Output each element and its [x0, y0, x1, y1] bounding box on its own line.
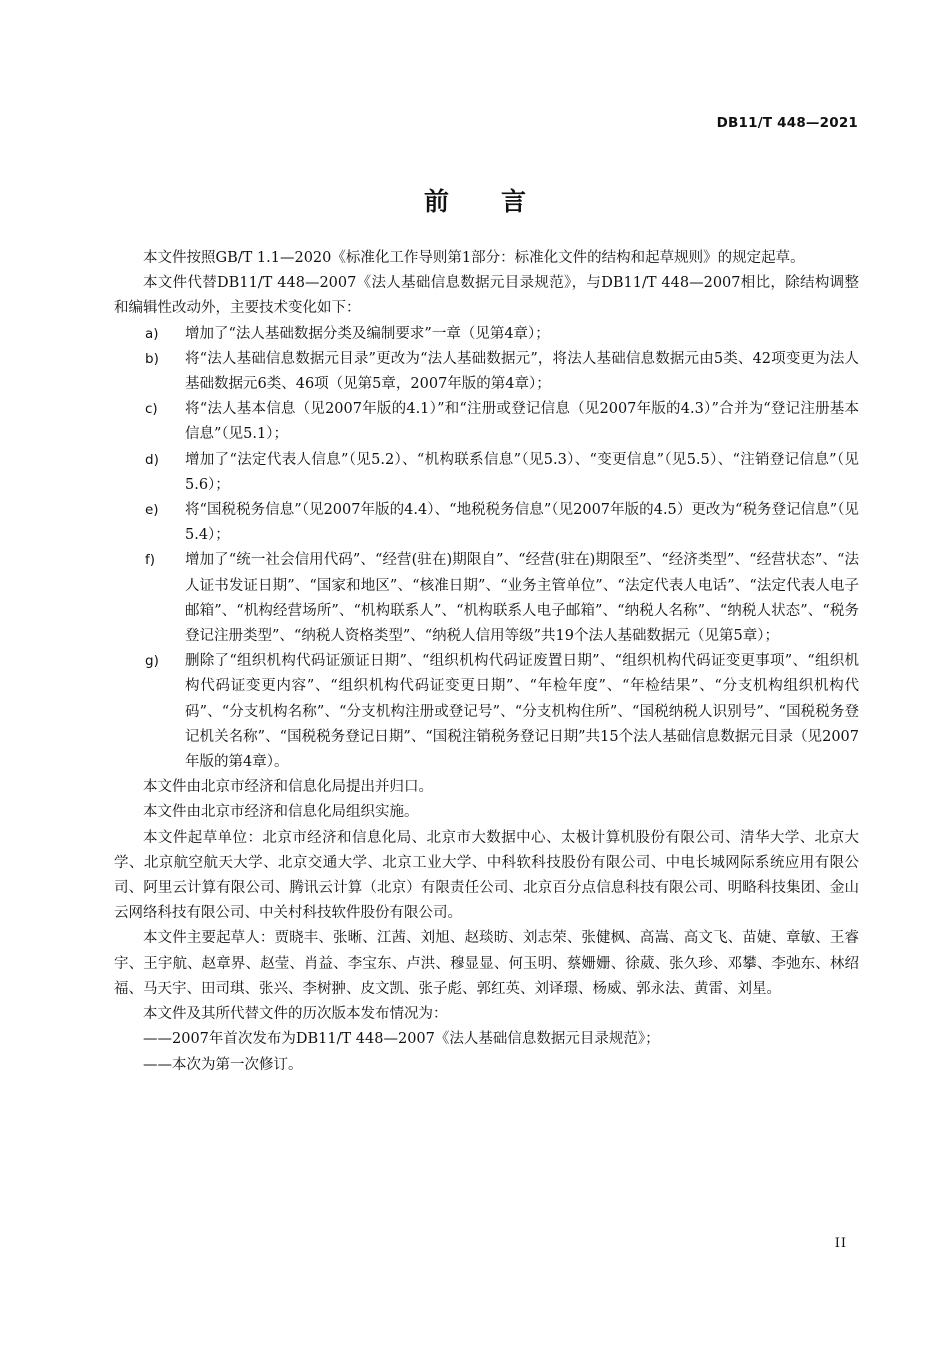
list-item-text: 将“法人基础信息数据元目录”更改为“法人基础数据元”，将法人基础信息数据元由5类、42项变更为法人基础数据元6类、46项（见第5章，2007年版的第4章）；: [185, 350, 859, 393]
history-item: ——本次为第一次修订。: [143, 1056, 303, 1073]
intro-paragraph: 本文件代替DB11/T 448—2007《法人基础信息数据元目录规范》，与DB11/T 448—2007相比，除结构调整和编辑性改动外，主要技术变化如下：: [114, 275, 859, 317]
closing-paragraph: 本文件由北京市经济和信息化局组织实施。: [143, 804, 419, 821]
intro-paragraph: 本文件按照GB/T 1.1—2020《标准化工作导则第1部分：标准化文件的结构和起草规则》的规定起草。: [143, 250, 805, 266]
drafting-units-paragraph: 本文件起草单位：北京市经济和信息化局、北京市大数据中心、太极计算机股份有限公司、清华大学、北京大学、北京航空航天大学、北京交通大学、北京工业大学、中科软科技股份有限公司、中电长城网际系统应用有限公司、阿里云计算有限公司、腾讯云计算（北京）有限责任公司、北京百分点信息科技有限公司、明略科技集团、金山云网络科技有限公司、中关村科技软件股份有限公司。: [114, 829, 859, 922]
list-marker: b): [145, 350, 159, 367]
document-code: DB11/T 448—2021: [716, 115, 858, 131]
page-title: 前言: [423, 187, 578, 216]
changes-list: [114, 322, 859, 776]
list-marker: c): [145, 401, 158, 418]
list-item-text: 增加了“统一社会信用代码”、“经营(驻在)期限自”、“经营(驻在)期限至”、“经济类型”、“经营状态”、“法人证书发证日期”、“国家和地区”、“核准日期”、“业务主管单位”、“法定代表人电话”、“法定代表人电子邮箱”、“机构经营场所”、“机构联系人”、“机构联系人电子邮箱”、“纳税人名称”、“纳税人状态”、“税务登记注册类型”、“纳税人资格类型”、“纳税人信用等级”共19个法人基础数据元（见第5章）；: [185, 552, 859, 645]
drafters-paragraph: 本文件主要起草人：贾晓丰、张晰、江茜、刘旭、赵琰昉、刘志荣、张健枫、高嵩、高文飞、苗婕、章敏、王睿宇、王宇航、赵章界、赵莹、肖益、李宝东、卢洪、穆显显、何玉明、蔡姗姗、徐葳、张久珍、邓攀、李弛东、林绍福、马天宇、田司琪、张兴、李树翀、皮文凯、张子彪、郭红英、刘译璟、杨威、郭永法、黄雷、刘星。: [114, 930, 859, 997]
list-marker: f): [145, 552, 156, 569]
closing-paragraph: 本文件由北京市经济和信息化局提出并归口。: [143, 779, 433, 796]
list-marker: a): [145, 325, 159, 342]
document-body: [114, 246, 859, 1078]
history-intro-paragraph: 本文件及其所代替文件的历次版本发布情况为：: [143, 1006, 448, 1023]
list-item-text: 将“法人基本信息（见2007年版的4.1）”和“注册或登记信息（见2007年版的4.3）”合并为“登记注册基本信息”（见5.1）；: [185, 401, 859, 443]
list-item-text: 增加了“法人基础数据分类及编制要求”一章（见第4章）；: [185, 325, 550, 342]
list-item-text: 删除了“组织机构代码证颁证日期”、“组织机构代码证废置日期”、“组织机构代码证变更事项”、“组织机构代码证变更内容”、“组织机构代码证变更日期”、“年检年度”、“年检结果”、“分支机构组织机构代码”、“分支机构名称”、“分支机构注册或登记号”、“分支机构住所”、“国税纳税人识别号”、“国税税务登记机关名称”、“国税税务登记日期”、“国税注销税务登记日期”共15个法人基础信息数据元目录（见2007年版的第4章）。: [185, 653, 859, 771]
list-item: [114, 448, 859, 498]
list-item: [114, 649, 859, 775]
list-marker: g): [145, 653, 159, 670]
list-item: [114, 498, 859, 548]
list-item: [114, 347, 859, 397]
list-item-text: 将“国税税务信息”（见2007年版的4.4）、“地税税务信息”（见2007年版的4.5）更改为“税务登记信息”（见5.4）；: [185, 502, 859, 544]
list-marker: d): [145, 451, 159, 468]
list-item-text: 增加了“法定代表人信息”（见5.2）、“机构联系信息”（见5.3）、“变更信息”（见5.5）、“注销登记信息”（见5.6）；: [185, 451, 859, 493]
list-item: [114, 322, 859, 347]
list-item: [114, 397, 859, 447]
page-number: II: [834, 1236, 847, 1251]
history-item: ——2007年首次发布为DB11/T 448—2007《法人基础信息数据元目录规范》；: [143, 1031, 660, 1048]
list-item: [114, 548, 859, 649]
list-marker: e): [145, 502, 159, 519]
